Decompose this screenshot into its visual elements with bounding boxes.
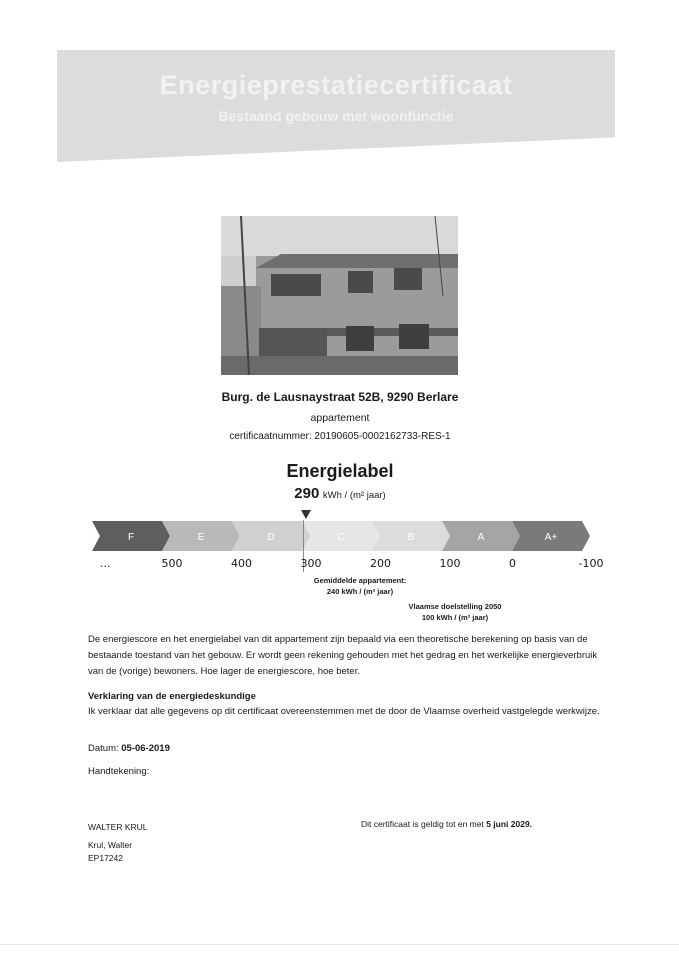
scale-segment-label: A+	[544, 532, 558, 543]
property-address: Burg. de Lausnaystraat 52B, 9290 Berlare	[221, 390, 459, 404]
energylabel-score	[120, 485, 560, 502]
property-type: appartement	[310, 412, 370, 424]
goal-value: 100 kWh / (m² jaar)	[421, 613, 489, 622]
scale-tick-label: 0	[509, 557, 516, 570]
page-bottom-line	[0, 944, 679, 945]
date-label: Datum:	[88, 743, 119, 754]
document-subtitle: Bestaand gebouw met woonfunctie	[218, 108, 454, 124]
expert-name: Krul, Walter	[88, 840, 133, 850]
energy-scale	[92, 518, 592, 554]
scale-tick-label: 400	[231, 557, 252, 570]
declaration-text: Ik verklaar dat alle gegevens op dit certificaat overeenstemmen met de door de Vlaamse overheid vastgelegde werkwijze.	[88, 706, 600, 717]
average-value: 240 kWh / (m² jaar)	[326, 587, 394, 596]
validity-note	[361, 819, 532, 829]
scale-segment-label: D	[267, 532, 275, 543]
scale-tick-label: 100	[439, 557, 461, 570]
goal-label: Vlaamse doelstelling 2050	[408, 602, 502, 611]
energylabel-score-value: 290	[294, 485, 320, 502]
building-photo	[221, 216, 458, 375]
date-value: 05-06-2019	[121, 743, 170, 754]
validity-text: Dit certificaat is geldig tot en met	[361, 819, 484, 829]
header-banner	[57, 50, 615, 162]
goal-note	[395, 601, 515, 623]
signature-label: Handtekening:	[88, 766, 150, 777]
scale-segment-label: A	[477, 532, 485, 543]
scale-segment-label: C	[337, 532, 345, 543]
scale-tick-label: 500	[161, 557, 183, 570]
scale-segment-label: F	[127, 532, 135, 543]
scale-tick-label: ...	[100, 557, 111, 570]
scale-segment-label: B	[407, 532, 415, 543]
certificate-number: certificaatnummer: 20190605-0002162733-RES-1	[229, 431, 451, 442]
average-note	[300, 575, 420, 597]
average-label: Gemiddelde appartement:	[313, 576, 407, 585]
date-line	[88, 741, 608, 757]
scale-tick-label: 300	[300, 557, 322, 570]
document-title: Energieprestatiecertificaat	[159, 70, 513, 100]
validity-date: 5 juni 2029.	[486, 819, 533, 829]
expert-company: WALTER KRUL	[88, 822, 148, 832]
energylabel-score-unit: kWh / (m² jaar)	[322, 490, 386, 501]
expert-id: EP17242	[88, 853, 123, 863]
description-text: De energiescore en het energielabel van dit appartement zijn bepaald via een theoretische berekening op basis van de bestaande toestand van het gebouw. Er wordt geen rekening gehouden met het gedrag en het werkelijke energieverbruik van de (vorige) bewoners. Hoe lager de energiescore, hoe beter.	[88, 634, 598, 677]
scale-segment-label: E	[197, 532, 205, 543]
declaration-title: Verklaring van de energiedeskundige	[88, 691, 256, 702]
scale-tick-label: 200	[370, 557, 391, 570]
scale-tick-label: -100	[578, 557, 604, 570]
energylabel-title: Energielabel	[286, 461, 394, 481]
